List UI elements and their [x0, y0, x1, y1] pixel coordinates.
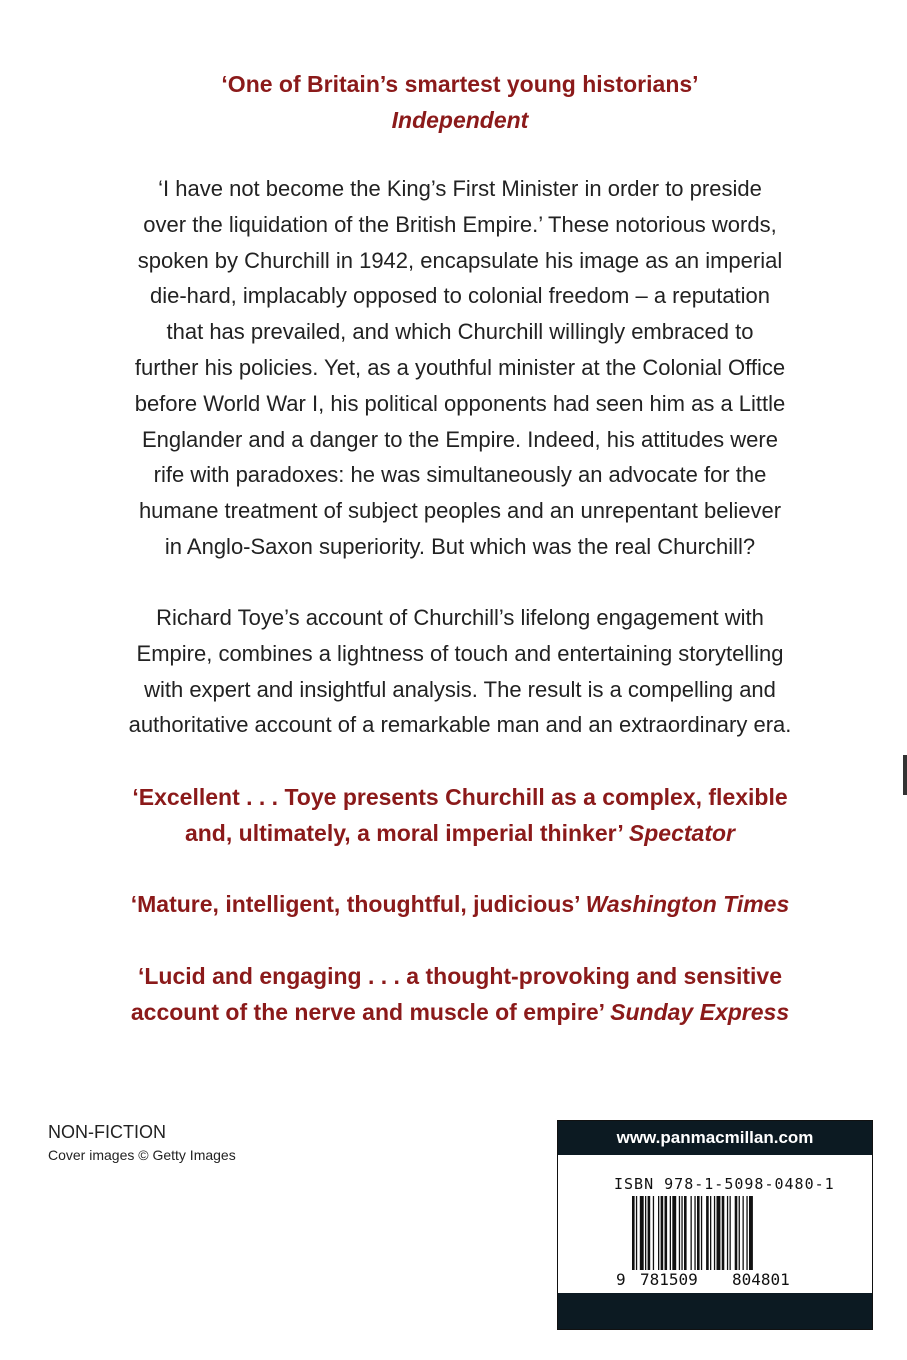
barcode-bar [672, 1196, 676, 1270]
top-quote [60, 66, 860, 138]
barcode-bar [710, 1196, 711, 1270]
review-text: ‘Excellent . . . Toye presents Churchill as a complex, flexible [132, 784, 788, 810]
blurb-line: spoken by Churchill in 1942, encapsulate his image as an imperial [137, 247, 783, 273]
barcode-bar [665, 1196, 668, 1270]
barcode-digits-right: 804801 [732, 1270, 790, 1288]
blurb-line: rife with paradoxes: he was simultaneously an advocate for the [153, 462, 767, 488]
barcode-bar [661, 1196, 664, 1270]
barcode-digit-first: 9 [616, 1270, 626, 1288]
barcode-bottom-band [558, 1293, 872, 1329]
barcode-bar [722, 1196, 725, 1270]
blurb-line: in Anglo-Saxon superiority. But which was the real Churchill? [164, 533, 756, 559]
review-text: and, ultimately, a moral imperial thinker’ [184, 820, 623, 846]
isbn-label: ISBN 978-1-5098-0480-1 [614, 1175, 835, 1193]
barcode-bar [636, 1196, 637, 1282]
blurb-line: authoritative account of a remarkable man and an extraordinary era. [128, 712, 792, 738]
barcode-bar [730, 1196, 731, 1270]
blurb-paragraph-1 [60, 171, 860, 565]
blurb-line: Richard Toye’s account of Churchill’s lifelong engagement with [156, 605, 764, 630]
publisher-url: www.panmacmillan.com [558, 1121, 872, 1155]
barcode-digits-left: 781509 [640, 1270, 698, 1288]
top-quote-text: ‘One of Britain’s smartest young historians’ [221, 71, 699, 97]
barcode-bar [727, 1196, 728, 1270]
blurb-line: that has prevailed, and which Churchill willingly embraced to [166, 319, 754, 345]
barcode-bar [746, 1196, 747, 1270]
review-text: account of the nerve and muscle of empire’ [130, 999, 604, 1025]
barcode-bar [648, 1196, 651, 1270]
barcode-bar [658, 1196, 659, 1270]
review-washington-times [60, 886, 860, 922]
image-credit: Cover images © Getty Images [48, 1147, 236, 1163]
review-sunday-express [60, 958, 860, 1030]
blurb-line: further his policies. Yet, as a youthful minister at the Colonial Office [134, 354, 786, 380]
barcode-bar [653, 1196, 654, 1270]
category-label: NON-FICTION [48, 1122, 166, 1142]
barcode-bar [717, 1196, 721, 1270]
blurb-line: with expert and insightful analysis. The result is a compelling and [144, 676, 776, 702]
blurb-line: Empire, combines a lightness of touch and entertaining storytelling [136, 640, 784, 666]
top-quote-source: Independent [391, 107, 529, 133]
barcode-bar [681, 1196, 682, 1270]
barcode-bar [679, 1196, 680, 1270]
review-source: Washington Times [585, 891, 790, 917]
barcode [614, 1196, 824, 1288]
blurb-line: over the liquidation of the British Empire.’ These notorious words, [143, 211, 777, 237]
blurb-line: humane treatment of subject peoples and an unrepentant believer [138, 498, 782, 524]
barcode-bar [714, 1196, 715, 1270]
barcode-bar [691, 1196, 692, 1270]
review-text: ‘Mature, intelligent, thoughtful, judicious’ [130, 891, 580, 917]
blurb-line: before World War I, his political opponents had seen him as a Little [134, 390, 786, 416]
barcode-bar [701, 1196, 702, 1270]
barcode-panel [557, 1120, 873, 1330]
barcode-bar [697, 1196, 700, 1270]
barcode-bar [739, 1196, 740, 1270]
barcode-bar [743, 1196, 744, 1270]
barcode-bar [645, 1196, 646, 1270]
review-text: ‘Lucid and engaging . . . a thought-provoking and sensitive [137, 963, 783, 989]
blurb-line: Englander and a danger to the Empire. Indeed, his attitudes were [142, 426, 778, 452]
barcode-bar [670, 1196, 671, 1270]
footer-info [48, 1120, 236, 1166]
barcode-bar [684, 1196, 687, 1270]
review-source: Spectator [628, 820, 736, 846]
barcode-bar [632, 1196, 635, 1282]
barcode-bar [640, 1196, 644, 1270]
barcode-bar [735, 1196, 738, 1270]
blurb-paragraph-2 [60, 600, 860, 743]
barcode-bar [706, 1196, 709, 1270]
blurb-line: ‘I have not become the King’s First Minister in order to preside [158, 176, 762, 201]
edge-mark [903, 755, 907, 795]
review-spectator [60, 779, 860, 851]
blurb-line: die-hard, implacably opposed to colonial freedom – a reputation [149, 283, 771, 309]
review-source: Sunday Express [610, 999, 790, 1025]
